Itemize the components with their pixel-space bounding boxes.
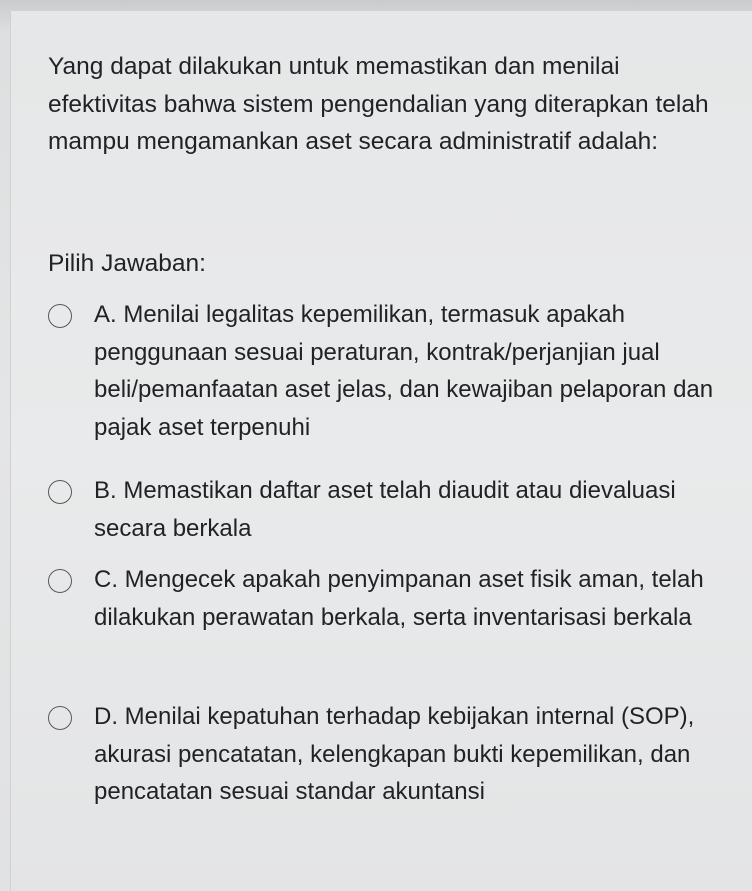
option-b[interactable] [48, 472, 738, 552]
option-a-label: A. Menilai legalitas kepemilikan, termasuk apakah penggunaan sesuai peraturan, kontrak/perjanjian jual beli/pemanfaatan aset jelas, dan kewajiban pelaporan dan pajak aset terpenuhi [94, 301, 714, 441]
answer-prompt: Pilih Jawaban: [48, 250, 206, 277]
option-d-label: D. Menilai kepatuhan terhadap kebijakan internal (SOP), akurasi pencatatan, kelengkapan bukti kepemilikan, dan pencatatan sesuai standar akuntansi [94, 703, 695, 805]
radio-unselected-icon[interactable] [48, 569, 72, 593]
radio-unselected-icon[interactable] [48, 706, 72, 730]
option-a[interactable] [48, 296, 738, 456]
option-d[interactable] [48, 698, 738, 858]
question-text: Yang dapat dilakukan untuk memastikan dan menilai efektivitas bahwa sistem pengendalian yang diterapkan telah mampu mengamankan aset secara administratif adalah: [48, 53, 709, 155]
option-c-label: C. Mengecek apakah penyimpanan aset fisik aman, telah dilakukan perawatan berkala, serta inventarisasi berkala [94, 566, 704, 631]
option-c[interactable] [48, 561, 738, 681]
radio-unselected-icon[interactable] [48, 480, 72, 504]
radio-unselected-icon[interactable] [48, 304, 72, 328]
option-b-label: B. Memastikan daftar aset telah diaudit atau dievaluasi secara berkala [94, 477, 676, 542]
